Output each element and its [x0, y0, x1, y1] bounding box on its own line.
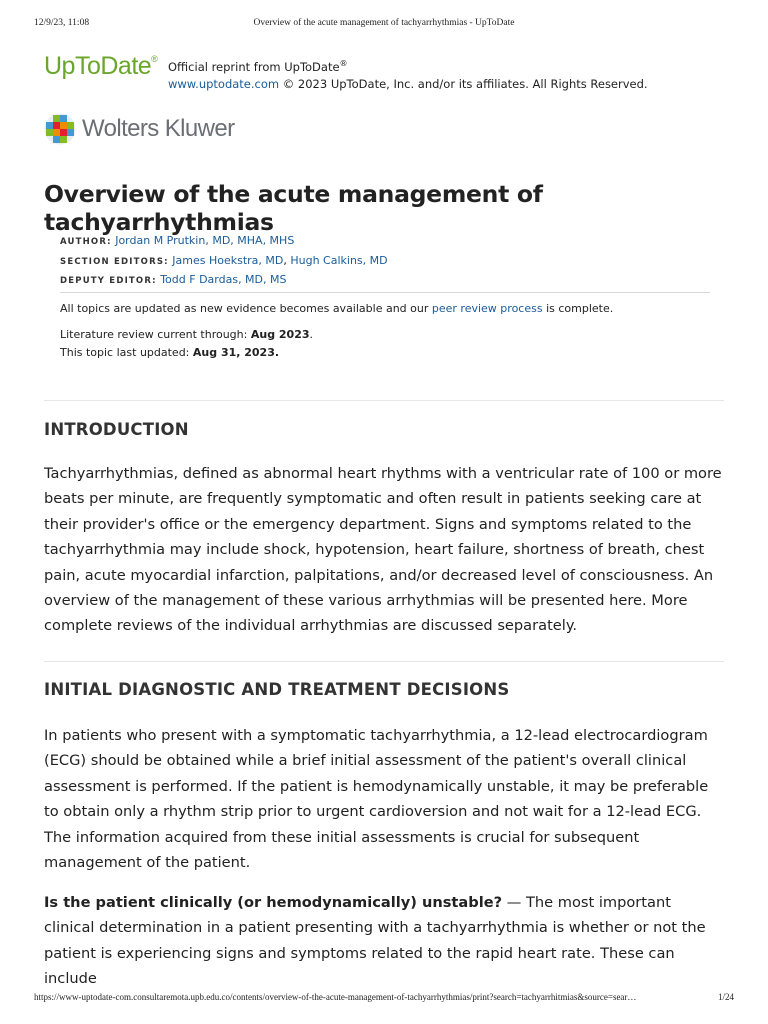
initial-decisions-paragraph: In patients who present with a symptomatic tachyarrhythmia, a 12-lead electrocardiogram (ECG) should be obtained while a brief initial assessment of the patient's overall clinical assessment is performed. If the patient is hemodynamically unstable, it may be preferable to obtain only a rhythm strip prior to urgent cardioversion and not wait for a 12-lead ECG. The information acquired from these initial assessments is crucial for subsequent management of the patient. — [44, 727, 709, 872]
article-credits — [60, 232, 388, 291]
author-link[interactable]: Jordan M Prutkin, MD, MHA, MHS — [115, 234, 295, 247]
section-divider — [44, 400, 724, 401]
publisher-name: Wolters Kluwer — [82, 115, 235, 142]
introduction-paragraph: Tachyarrhythmias, defined as abnormal heart rhythms with a ventricular rate of 100 or more beats per minute, are frequently symptomatic and often result in patients seeking care at their provider's office or the emergency department. Signs and symptoms related to the tachyarrhythmia may include shock, hypotension, heart failure, shortness of breath, chest pain, acute myocardial infarction, palpitations, and/or decreased level of consciousness. An overview of the management of these various arrhythmias will be presented here. More complete reviews of the individual arrhythmias are discussed separately. — [44, 465, 722, 635]
unstable-patient-subheading: Is the patient clinically (or hemodynamically) unstable? — [44, 894, 503, 911]
last-updated-date: Aug 31, 2023 — [192, 346, 275, 359]
meta-divider — [60, 292, 710, 293]
deputy-editor-label: DEPUTY EDITOR: — [60, 276, 157, 286]
author-label: AUTHOR: — [60, 237, 112, 247]
section-divider — [44, 661, 724, 662]
unstable-patient-paragraph — [44, 890, 724, 992]
deputy-editor-row — [60, 271, 388, 291]
last-updated-label: This topic last updated: — [60, 346, 193, 359]
notice-text-end: is complete. — [542, 302, 614, 315]
review-dates: Literature review current through: Aug 2023. This topic last updated: Aug 31, 2023. — [60, 328, 314, 359]
update-notice — [60, 302, 613, 315]
lit-review-date: Aug 2023 — [250, 328, 310, 341]
copyright-text: © 2023 UpToDate, Inc. and/or its affiliates. All Rights Reserved. — [279, 76, 648, 91]
article-title: Overview of the acute management of tachyarrhythmias — [44, 180, 543, 236]
notice-text: All topics are updated as new evidence becomes available and our — [60, 302, 432, 315]
uptodate-site-link[interactable]: www.uptodate.com — [168, 76, 280, 91]
wolters-kluwer-logo — [44, 112, 235, 146]
uptodate-logo — [44, 52, 157, 81]
section-editors-row: SECTION EDITORS: James Hoekstra, MD, Hugh Calkins, MD — [60, 253, 388, 267]
section-editors-label: SECTION EDITORS: — [60, 256, 169, 267]
print-header — [34, 18, 734, 32]
reprint-registered-mark: ® — [339, 59, 348, 68]
section-heading-initial-decisions: INITIAL DIAGNOSTIC AND TREATMENT DECISIONS — [44, 680, 510, 699]
section-editor-link[interactable]: Hugh Calkins, MD — [290, 253, 388, 267]
wolters-kluwer-mark-icon — [44, 113, 76, 145]
brand-name: UpToDate — [44, 52, 152, 80]
peer-review-link[interactable]: peer review process — [431, 302, 543, 315]
print-footer — [34, 992, 734, 1006]
section-editor-link[interactable]: James Hoekstra, MD — [172, 253, 284, 267]
print-date: 12/9/23, 11:08 — [34, 18, 90, 28]
registered-mark: ® — [151, 54, 158, 64]
reprint-label: Official reprint from UpToDate — [168, 59, 340, 74]
section-heading-introduction: INTRODUCTION — [44, 420, 189, 439]
author-row — [60, 232, 388, 252]
reprint-notice — [168, 55, 648, 93]
print-document-title: Overview of the acute management of tachyarrhythmias - UpToDate — [253, 18, 515, 28]
unstable-patient-text: — The most important clinical determination in a patient presenting with a tachyarrhythmia is whether or not the patient is experiencing signs and symptoms related to the rapid heart rate. These can include — [44, 894, 706, 988]
print-url: https://www-uptodate-com.consultaremota.upb.edu.co/contents/overview-of-the-acute-management-of-tachyarrhythmias/print?search=tachyarrhitmias&source=sear… — [34, 992, 637, 1002]
page-number: 1/24 — [717, 992, 734, 1002]
deputy-editor-link[interactable]: Todd F Dardas, MD, MS — [160, 273, 287, 286]
lit-review-label: Literature review current through: — [60, 328, 251, 341]
